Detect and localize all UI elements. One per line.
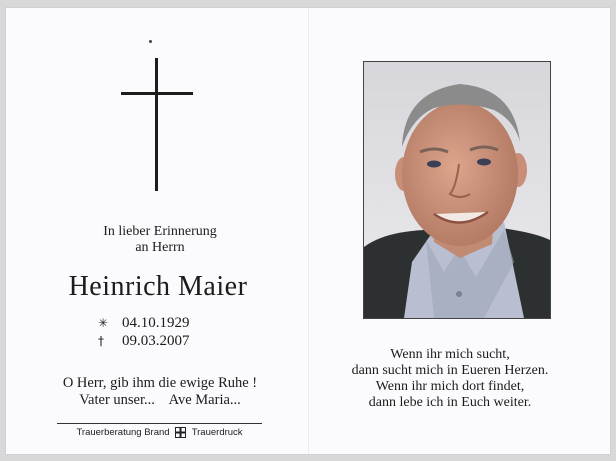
poem-line: dann sucht mich in Eueren Herzen. bbox=[351, 363, 549, 378]
remembrance-line: In lieber Erinnerung bbox=[103, 224, 217, 239]
printer-name: Trauerberatung Brand bbox=[76, 427, 170, 439]
remembrance-line: an Herrn bbox=[135, 240, 185, 255]
death-row bbox=[98, 332, 190, 350]
prayer-text bbox=[30, 375, 290, 409]
card-fold-line bbox=[308, 8, 309, 454]
remembrance-heading bbox=[60, 224, 260, 256]
death-cross-icon: † bbox=[98, 334, 104, 348]
portrait-image bbox=[364, 62, 550, 318]
poem-line: Wenn ihr mich dort findet, bbox=[375, 379, 525, 394]
birth-date: 04.10.1929 bbox=[122, 315, 190, 331]
portrait-photo bbox=[363, 61, 551, 319]
deceased-name: Heinrich Maier bbox=[68, 271, 248, 302]
birth-star-icon: ✳ bbox=[98, 316, 109, 330]
printer-service: Trauerdruck bbox=[191, 427, 243, 439]
memorial-poem bbox=[330, 347, 570, 411]
birth-row bbox=[98, 314, 190, 332]
printer-footer bbox=[57, 427, 262, 439]
decorative-dot bbox=[149, 40, 152, 43]
printer-logo-icon bbox=[175, 427, 186, 438]
poem-line: dann lebe ich in Euch weiter. bbox=[368, 395, 532, 410]
prayer-line: Vater unser... Ave Maria... bbox=[79, 392, 241, 408]
prayer-line: O Herr, gib ihm die ewige Ruhe ! bbox=[62, 375, 258, 391]
death-date: 09.03.2007 bbox=[122, 333, 190, 349]
poem-line: Wenn ihr mich sucht, bbox=[390, 347, 510, 362]
footer-divider bbox=[57, 423, 262, 424]
life-dates bbox=[98, 314, 190, 350]
